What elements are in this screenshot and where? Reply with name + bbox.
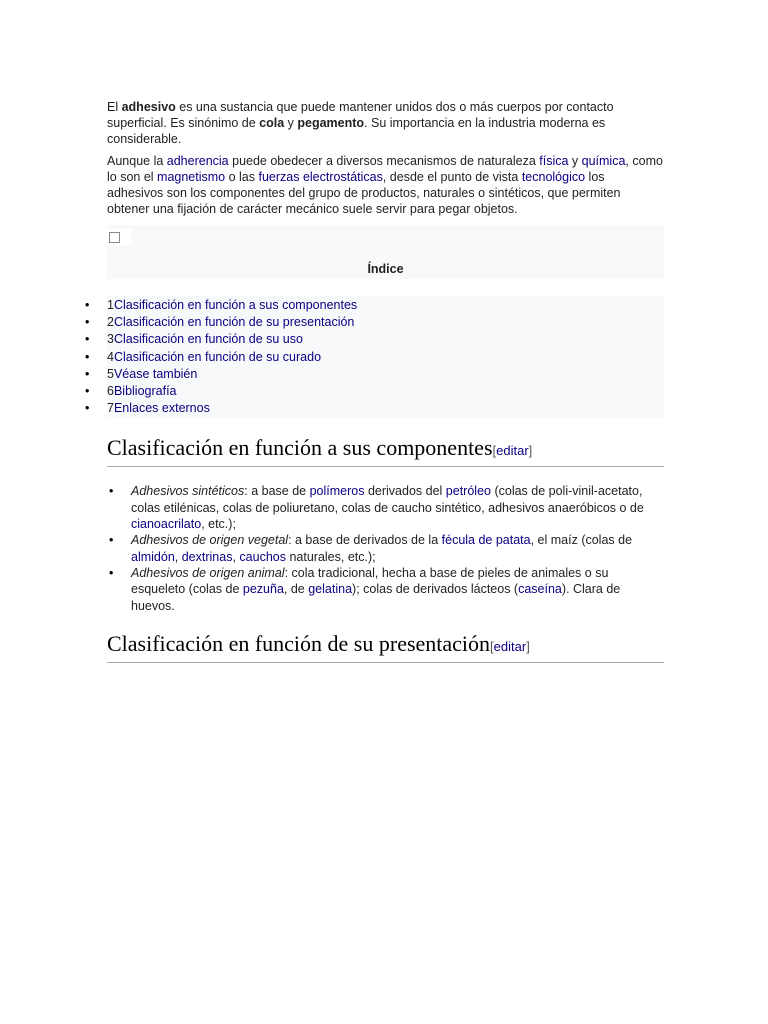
link-dextrinas[interactable]: dextrinas (181, 549, 233, 564)
link-tecnologico[interactable]: tecnológico (521, 170, 586, 184)
toc-item-2[interactable]: • 2Clasificación en función de su presentación (107, 314, 664, 331)
link-cianoacrilato[interactable]: cianoacrilato (131, 517, 202, 532)
toc-header (107, 225, 664, 279)
link-fecula-de-patata[interactable]: fécula de patata (441, 533, 531, 548)
toc-link-presentacion[interactable]: Clasificación en función de su presentación (113, 315, 355, 330)
toc-link-enlaces-externos[interactable]: Enlaces externos (113, 401, 210, 416)
term-cola: cola (259, 116, 285, 130)
intro-paragraph-2: Aunque la adherencia puede obedecer a diversos mecanismos de naturaleza física y química, como lo son el magnetismo o las fuerzas electrostáticas, desde el punto de vista tecnológico los adhesivos son los componentes del grupo de productos, naturales o sintéticos, que permiten obtener una fijación de carácter mecánico suele servir para pegar objetos. (107, 154, 663, 216)
toc-link-vease-tambien[interactable]: Véase también (113, 366, 198, 381)
toc-title: Índice (367, 262, 404, 276)
term-adhesivo: adhesivo (121, 100, 176, 114)
toc-item-1[interactable]: • 1Clasificación en función a sus componentes (107, 297, 664, 314)
link-quimica[interactable]: química (581, 154, 626, 168)
link-almidon[interactable]: almidón (131, 549, 175, 564)
table-of-contents (107, 225, 664, 418)
toc-link-bibliografia[interactable]: Bibliografía (113, 384, 177, 399)
components-list (107, 483, 664, 613)
toc-link-uso[interactable]: Clasificación en función de su uso (113, 332, 303, 347)
toc-item-4[interactable]: • 4Clasificación en función de su curado (107, 349, 664, 366)
link-fuerzas-electrostaticas[interactable]: fuerzas electrostáticas (258, 170, 383, 184)
toc-link-componentes[interactable]: Clasificación en función a sus componentes (113, 298, 358, 312)
toc-item-5[interactable]: • 5Véase también (107, 366, 664, 383)
term-pegamento: pegamento (297, 116, 365, 130)
toc-item-3[interactable]: • 3Clasificación en función de su uso (107, 331, 664, 348)
toc-toggle-checkbox-icon[interactable] (109, 232, 120, 243)
link-adherencia[interactable]: adherencia (166, 154, 229, 168)
toc-link-curado[interactable]: Clasificación en función de su curado (113, 349, 322, 364)
edit-link-componentes[interactable]: editar (496, 443, 529, 459)
article-content (107, 99, 664, 663)
toc-gap (87, 279, 664, 296)
toc-toggle[interactable] (107, 229, 131, 245)
link-pezuna[interactable]: pezuña (242, 582, 284, 597)
edit-link-presentacion[interactable]: editar (493, 638, 527, 654)
link-fisica[interactable]: física (539, 154, 569, 168)
link-cauchos[interactable]: cauchos (239, 549, 286, 564)
link-gelatina[interactable]: gelatina (308, 582, 353, 597)
link-caseina[interactable]: caseína (518, 582, 562, 597)
section-heading-componentes: Clasificación en función a sus componentes[editar] (107, 434, 664, 467)
section-heading-presentacion: Clasificación en función de su presentación[editar] (107, 630, 664, 663)
link-magnetismo[interactable]: magnetismo (157, 170, 226, 184)
toc-item-7[interactable]: • 7Enlaces externos (107, 400, 664, 417)
list-item-animal: • Adhesivos de origen animal: cola tradicional, hecha a base de pieles de animales o su esqueleto (colas de pezuña, de gelatina); colas de derivados lácteos (caseína). Clara de huevos. (131, 565, 664, 614)
toc-item-6[interactable]: • 6Bibliografía (107, 383, 664, 400)
intro-paragraph-1: El adhesivo es una sustancia que puede mantener unidos dos o más cuerpos por contacto superficial. Es sinónimo de cola y pegamento. Su importancia en la industria moderna es considerable. (107, 100, 614, 146)
toc-list (107, 296, 664, 418)
list-item-vegetal: • Adhesivos de origen vegetal: a base de derivados de la fécula de patata, el maíz (colas de almidón, dextrinas, cauchos naturales, etc.); (131, 532, 664, 565)
link-petroleo[interactable]: petróleo (445, 484, 491, 499)
list-item-sinteticos: • Adhesivos sintéticos: a base de polímeros derivados del petróleo (colas de poli-vinil-acetato, colas etilénicas, colas de poliuretano, colas de caucho sintético, adhesivos anaeróbicos o de cianoacrilato, etc.); (131, 483, 664, 532)
link-polimeros[interactable]: polímeros (309, 484, 365, 499)
